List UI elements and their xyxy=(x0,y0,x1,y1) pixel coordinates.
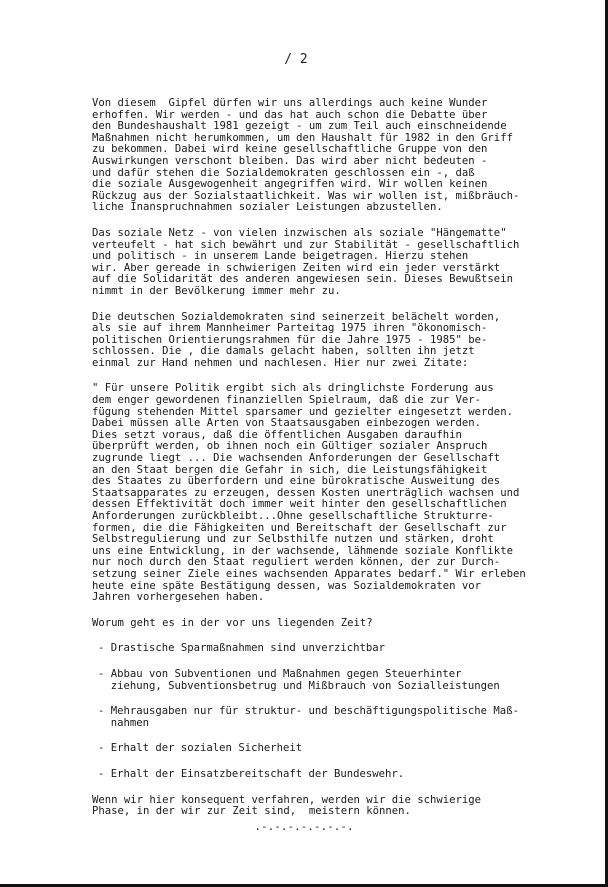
paragraph: Die deutschen Sozialdemokraten sind seinerzeit belächelt worden, als sie auf ihrem Mannheimer Parteitag 1975 ihren "ökonomisch- politischen Orientierungsrahmen für die Jahre 1975 - 1985" be- schlossen. Die , die damals gelacht haben, sollten ihn jetzt einmal zur Hand nehmen und nachlesen. Hier nur zwei Zitate: xyxy=(92,310,501,369)
paragraph: Das soziale Netz - von vielen inzwischen als soziale "Hängematte" verteufelt - hat sich bewährt und zur Stabilität - gesellschaftlich und politisch - in unserem Lande beigetragen. Hierzu stehen wir. Aber gereade in schwierigen Zeiten wird ein jeder verstärkt auf die Solidarität des anderen angewiesen sein. Dieses Bewußtsein nimmt in der Bevölkerung immer mehr zu. xyxy=(92,226,520,297)
list-item: - Erhalt der sozialen Sicherheit xyxy=(98,742,303,755)
measures-list xyxy=(98,643,552,780)
quotation-paragraph: " Für unsere Politik ergibt sich als dringlichste Forderung aus dem enger gewordenen finanziellen Spielraum, daß die zur Ver- fügung stehenden Mittel sparsamer und gezielter eingesetzt werden. Dabei müssen alle Arten von Staatsausgaben einbezogen werden. Dies setzt voraus, daß die öffentlichen Ausgaben daraufhin überprüft werden, ob ihnen noch ein Gültiger sozialer Anspruch zugrunde liegt ... Die wachsenden Anforderungen der Gesellschaft an den Staat bergen die Gefahr in sich, die Leistungsfähigkeit des Staates zu überfordern und eine bürokratische Ausweitung des Staatsapparates zu erzeugen, dessen Kosten unerträglich wachsen und dessen Effektivität doch immer weit hinter den gesellschaftlichen Anforderungen zurückbleibt...Ohne gesellschaftliche Strukturre- formen, die die Fähigkeiten und Bereitschaft der Gesellschaft zur Selbstregulierung und zur Selbsthilfe nutzen und stärken, droht uns eine Entwicklung, in der wachsende, lähmende soziale Konflikte nur noch durch den Staat reguliert werden können, der zur Durch- setzung seiner Ziele eines wachsenden Apparates bedarf." Wir erleben heute eine späte Bestätigung dessen, was Sozialdemokraten vor Jahren vorhergesehen haben. xyxy=(92,382,526,604)
end-separator: .-.-.-.-.-.-.-. xyxy=(254,820,354,833)
paragraph: Von diesem Gipfel dürfen wir uns allerdings auch keine Wunder erhoffen. Wir werden - und das hat auch schon die Debatte über den Bundeshaushalt 1981 gezeigt - um zum Teil auch einschneidende Maßnahmen nicht herumkommen, um den Haushalt für 1982 in den Griff zu bekommen. Dabei wird keine gesellschaftliche Gruppe von den Auswirkungen verschont bleiben. Das wird aber nicht bedeuten - und dafür stehen die Sozialdemokraten geschlossen ein -, daß die soziale Ausgewogenheit angegriffen wird. Wir wollen keinen Rückzug aus der Sozialstaatlichkeit. Was wir wollen ist, mißbräuch- liche Inanspruchnahmen sozialer Leistungen abzustellen. xyxy=(92,97,520,214)
body-text xyxy=(92,98,552,832)
list-item: - Mehrausgaben nur für struktur- und beschäftigungspolitische Maß- nahmen xyxy=(98,705,519,729)
list-item: - Drastische Sparmaßnahmen sind unverzichtbar xyxy=(98,642,386,655)
closing-paragraph: Wenn wir hier konsequent verfahren, werden wir die schwierige Phase, in der wir zur Zeit sind, meistern können. xyxy=(92,793,482,818)
list-item: - Abbau von Subventionen und Maßnahmen gegen Steuerhinter ziehung, Subventionsbetrug und Mißbrauch von Sozialleistungen xyxy=(98,667,500,692)
question-heading: Worum geht es in der vor uns liegenden Zeit? xyxy=(92,616,373,629)
list-item: - Erhalt der Einsatzbereitschaft der Bundeswehr. xyxy=(98,767,405,780)
page-number: / 2 xyxy=(284,52,308,67)
